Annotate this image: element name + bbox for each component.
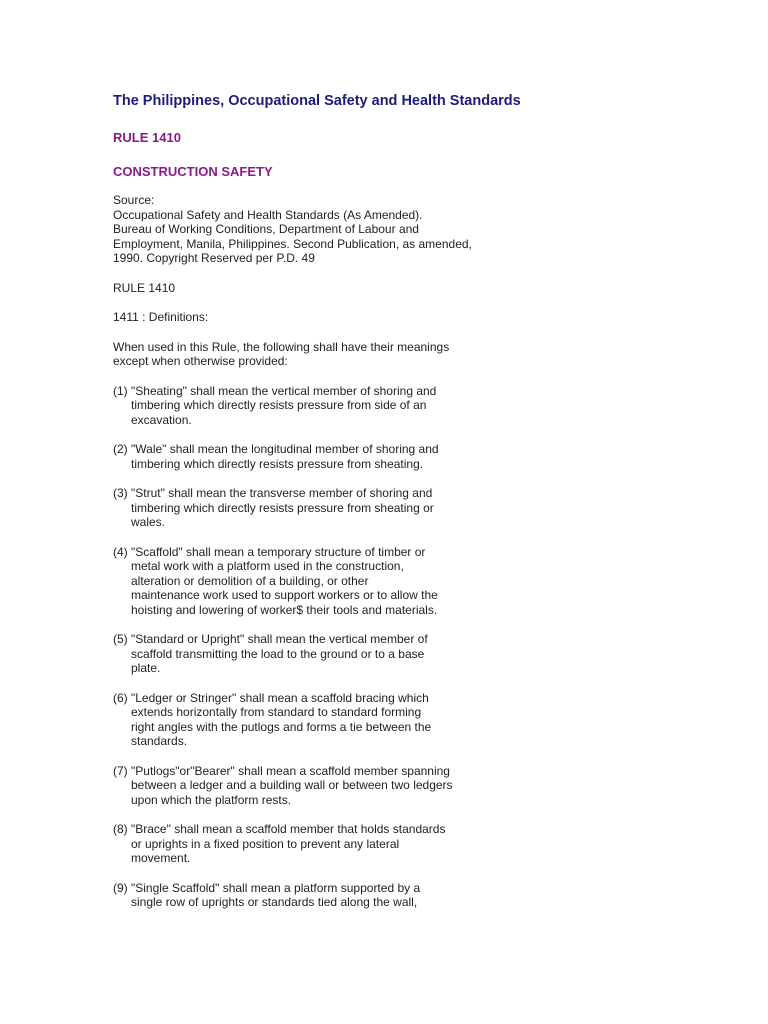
definition-item xyxy=(113,545,708,618)
definition-number: (6) xyxy=(113,690,128,705)
intro-text: When used in this Rule, the following shall have their meanings except when otherwise provided: xyxy=(113,339,450,368)
rule-repeat: RULE 1410 xyxy=(113,280,176,295)
source-block xyxy=(113,193,708,266)
definition-number: (3) xyxy=(113,486,128,500)
definition-item xyxy=(113,486,708,530)
definition-number: (1) xyxy=(113,383,128,398)
definition-number: (5) xyxy=(113,632,128,646)
definition-text: "Sheating" shall mean the vertical member of shoring and timbering which directly resists pressure from side of an excavation. xyxy=(131,383,437,427)
definition-item xyxy=(113,442,708,471)
definition-text: "Ledger or Stringer" shall mean a scaffold bracing which extends horizontally from standard to standard forming right angles with the putlogs and forms a tie between the standards. xyxy=(131,690,432,748)
subsection-title: 1411 : Definitions: xyxy=(113,310,209,324)
definition-item xyxy=(113,632,708,676)
definition-text: "Brace" shall mean a scaffold member that holds standards or uprights in a fixed position to prevent any lateral movement. xyxy=(131,822,446,865)
definition-item xyxy=(113,384,708,428)
definition-item xyxy=(113,881,708,910)
definition-text: "Strut" shall mean the transverse member of shoring and timbering which directly resists pressure from sheating or wales. xyxy=(131,486,434,529)
definition-text: "Putlogs"or"Bearer" shall mean a scaffold member spanning between a ledger and a building wall or between two ledgers upon which the platform rests. xyxy=(131,763,453,807)
definition-number: (9) xyxy=(113,880,128,895)
definition-text: "Standard or Upright" shall mean the vertical member of scaffold transmitting the load to the ground or to a base plate. xyxy=(131,632,428,675)
definition-number: (4) xyxy=(113,544,128,559)
source-label: Source: xyxy=(113,193,155,207)
definition-item xyxy=(113,764,708,808)
document-title: The Philippines, Occupational Safety and Health Standards xyxy=(113,93,521,109)
definition-text: "Scaffold" shall mean a temporary structure of timber or metal work with a platform used in the construction, alteration or demolition of a building, or other maintenance work used to support workers or to allow the hoisting and lowering of worker$ their tools and materials. xyxy=(131,544,438,617)
section-heading: CONSTRUCTION SAFETY xyxy=(113,164,273,179)
definition-item xyxy=(113,691,708,749)
definition-number: (2) xyxy=(113,442,128,456)
definition-text: "Wale" shall mean the longitudinal member of shoring and timbering which directly resists pressure from sheating. xyxy=(131,442,439,471)
rule-heading: RULE 1410 xyxy=(113,130,181,145)
definition-item xyxy=(113,822,708,866)
definition-number: (7) xyxy=(113,763,128,778)
source-text: Occupational Safety and Health Standards (As Amended). Bureau of Working Conditions, Department of Labour and Employment, Manila, Philippines. Second Publication, as amended, 1990. Copyright Reserved per P.D. 49 xyxy=(113,207,472,265)
definition-text: "Single Scaffold" shall mean a platform supported by a single row of uprights or standards tied along the wall, xyxy=(131,880,421,909)
definition-number: (8) xyxy=(113,822,128,836)
